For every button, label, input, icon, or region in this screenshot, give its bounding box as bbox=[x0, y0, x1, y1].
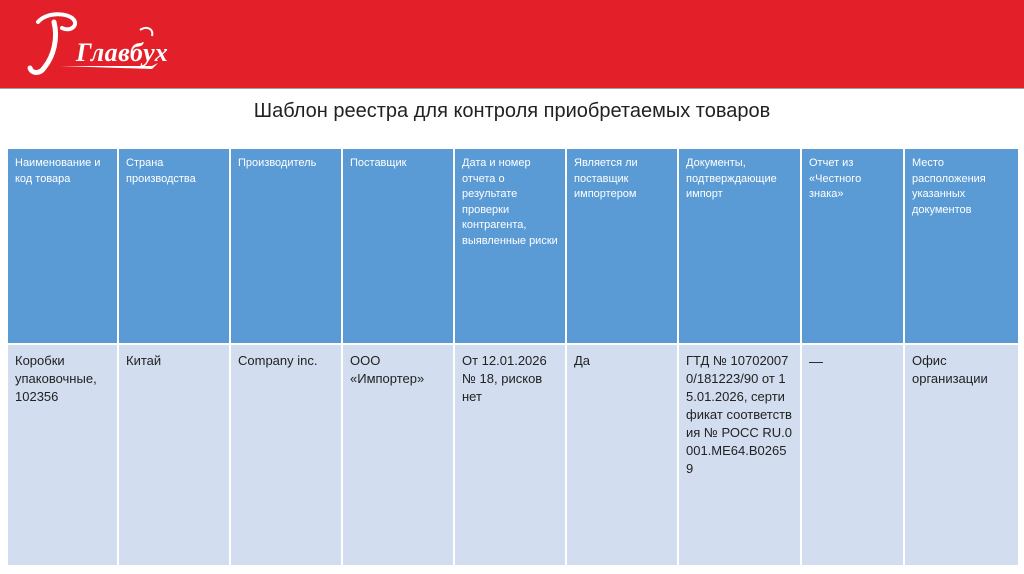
column-header: Документы, подтверждающие импорт bbox=[679, 149, 800, 343]
logo-text: Главбух bbox=[76, 38, 169, 67]
column-header: Отчет из «Честного знака» bbox=[802, 149, 903, 343]
column-header: Поставщик bbox=[343, 149, 453, 343]
slide-title: Шаблон реестра для контроля приобретаемых товаров bbox=[253, 100, 771, 122]
registry-table bbox=[6, 147, 1020, 567]
header-row bbox=[8, 149, 1018, 343]
column-header: Дата и номер отчета о результате проверки контрагента, выявленные риски bbox=[455, 149, 565, 343]
cell-product: Коробки упаковочные, 102356 bbox=[8, 345, 117, 565]
cell-chestny-znak-report: — bbox=[802, 345, 903, 565]
column-header: Место расположения указанных документов bbox=[905, 149, 1018, 343]
cell-documents-location: Офис организации bbox=[905, 345, 1018, 565]
column-header: Является ли поставщик импортером bbox=[567, 149, 677, 343]
column-header: Страна производства bbox=[119, 149, 229, 343]
cell-manufacturer: Company inc. bbox=[231, 345, 341, 565]
cell-import-documents: ГТД № 107020070/181223/90 от 15.01.2026, сертификат соответствия № РОСС RU.0001.МЕ64.В02659 bbox=[679, 345, 800, 565]
header-band bbox=[0, 0, 1024, 89]
column-header: Производитель bbox=[231, 149, 341, 343]
column-header: Наименование и код товара bbox=[8, 149, 117, 343]
cell-supplier: ООО «Импортер» bbox=[343, 345, 453, 565]
table-row bbox=[8, 345, 1018, 565]
cell-is-importer: Да bbox=[567, 345, 677, 565]
cell-country: Китай bbox=[119, 345, 229, 565]
cell-check-report: От 12.01.2026 № 18, рисков нет bbox=[455, 345, 565, 565]
glavbukh-logo[interactable] bbox=[24, 8, 174, 80]
